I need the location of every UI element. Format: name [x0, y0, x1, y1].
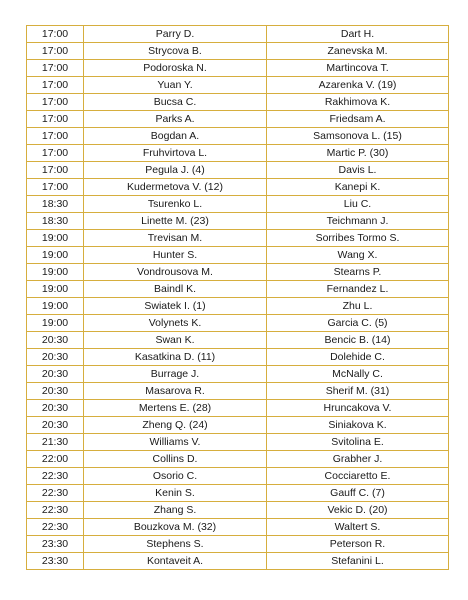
- match-time-cell: 19:00: [27, 315, 84, 332]
- player-one-cell: Williams V.: [84, 434, 267, 451]
- match-schedule-table: [26, 25, 449, 570]
- player-one-cell: Parry D.: [84, 26, 267, 43]
- player-two-cell: Garcia C. (5): [267, 315, 449, 332]
- match-time-cell: 22:30: [27, 519, 84, 536]
- player-one-cell: Zhang S.: [84, 502, 267, 519]
- player-one-cell: Swan K.: [84, 332, 267, 349]
- match-time-cell: 18:30: [27, 213, 84, 230]
- player-two-cell: Cocciaretto E.: [267, 468, 449, 485]
- player-two-cell: Grabher J.: [267, 451, 449, 468]
- player-two-cell: Zhu L.: [267, 298, 449, 315]
- player-one-cell: Strycova B.: [84, 43, 267, 60]
- match-time-cell: 17:00: [27, 26, 84, 43]
- match-time-cell: 22:30: [27, 468, 84, 485]
- player-two-cell: Stearns P.: [267, 264, 449, 281]
- player-two-cell: Azarenka V. (19): [267, 77, 449, 94]
- match-time-cell: 20:30: [27, 366, 84, 383]
- table-row: [27, 468, 449, 485]
- table-row: [27, 230, 449, 247]
- player-two-cell: Peterson R.: [267, 536, 449, 553]
- table-row: [27, 77, 449, 94]
- match-schedule-body: [27, 26, 449, 570]
- player-one-cell: Volynets K.: [84, 315, 267, 332]
- player-two-cell: Siniakova K.: [267, 417, 449, 434]
- table-row: [27, 485, 449, 502]
- table-row: [27, 196, 449, 213]
- player-one-cell: Parks A.: [84, 111, 267, 128]
- player-two-cell: Martincova T.: [267, 60, 449, 77]
- player-one-cell: Trevisan M.: [84, 230, 267, 247]
- player-two-cell: Hruncakova V.: [267, 400, 449, 417]
- player-two-cell: Martic P. (30): [267, 145, 449, 162]
- player-one-cell: Bouzkova M. (32): [84, 519, 267, 536]
- table-row: [27, 332, 449, 349]
- player-one-cell: Mertens E. (28): [84, 400, 267, 417]
- match-time-cell: 23:30: [27, 536, 84, 553]
- player-two-cell: Vekic D. (20): [267, 502, 449, 519]
- player-two-cell: Wang X.: [267, 247, 449, 264]
- player-two-cell: Gauff C. (7): [267, 485, 449, 502]
- player-two-cell: Liu C.: [267, 196, 449, 213]
- player-one-cell: Bogdan A.: [84, 128, 267, 145]
- table-row: [27, 502, 449, 519]
- match-time-cell: 20:30: [27, 400, 84, 417]
- table-row: [27, 536, 449, 553]
- table-row: [27, 298, 449, 315]
- player-two-cell: Bencic B. (14): [267, 332, 449, 349]
- table-row: [27, 94, 449, 111]
- table-row: [27, 43, 449, 60]
- player-one-cell: Fruhvirtova L.: [84, 145, 267, 162]
- player-one-cell: Kasatkina D. (11): [84, 349, 267, 366]
- player-one-cell: Kudermetova V. (12): [84, 179, 267, 196]
- player-one-cell: Hunter S.: [84, 247, 267, 264]
- match-time-cell: 22:00: [27, 451, 84, 468]
- player-one-cell: Collins D.: [84, 451, 267, 468]
- player-one-cell: Pegula J. (4): [84, 162, 267, 179]
- player-two-cell: Sherif M. (31): [267, 383, 449, 400]
- player-one-cell: Baindl K.: [84, 281, 267, 298]
- player-one-cell: Linette M. (23): [84, 213, 267, 230]
- player-two-cell: Samsonova L. (15): [267, 128, 449, 145]
- player-two-cell: Davis L.: [267, 162, 449, 179]
- table-row: [27, 26, 449, 43]
- match-time-cell: 18:30: [27, 196, 84, 213]
- player-one-cell: Stephens S.: [84, 536, 267, 553]
- player-two-cell: Svitolina E.: [267, 434, 449, 451]
- match-time-cell: 17:00: [27, 94, 84, 111]
- table-row: [27, 315, 449, 332]
- match-time-cell: 17:00: [27, 43, 84, 60]
- player-two-cell: Teichmann J.: [267, 213, 449, 230]
- player-two-cell: Waltert S.: [267, 519, 449, 536]
- table-row: [27, 451, 449, 468]
- match-time-cell: 17:00: [27, 128, 84, 145]
- player-one-cell: Osorio C.: [84, 468, 267, 485]
- table-row: [27, 128, 449, 145]
- table-row: [27, 383, 449, 400]
- player-one-cell: Yuan Y.: [84, 77, 267, 94]
- table-row: [27, 366, 449, 383]
- player-two-cell: Zanevska M.: [267, 43, 449, 60]
- match-time-cell: 17:00: [27, 77, 84, 94]
- table-row: [27, 400, 449, 417]
- match-time-cell: 17:00: [27, 162, 84, 179]
- match-time-cell: 23:30: [27, 553, 84, 570]
- table-row: [27, 553, 449, 570]
- player-two-cell: Stefanini L.: [267, 553, 449, 570]
- match-time-cell: 17:00: [27, 111, 84, 128]
- match-time-cell: 19:00: [27, 247, 84, 264]
- player-one-cell: Bucsa C.: [84, 94, 267, 111]
- match-time-cell: 22:30: [27, 485, 84, 502]
- player-one-cell: Kontaveit A.: [84, 553, 267, 570]
- player-one-cell: Tsurenko L.: [84, 196, 267, 213]
- player-one-cell: Kenin S.: [84, 485, 267, 502]
- player-one-cell: Burrage J.: [84, 366, 267, 383]
- table-row: [27, 111, 449, 128]
- table-row: [27, 281, 449, 298]
- match-time-cell: 19:00: [27, 264, 84, 281]
- match-time-cell: 20:30: [27, 383, 84, 400]
- table-row: [27, 247, 449, 264]
- player-two-cell: Friedsam A.: [267, 111, 449, 128]
- player-one-cell: Podoroska N.: [84, 60, 267, 77]
- match-time-cell: 19:00: [27, 298, 84, 315]
- table-row: [27, 162, 449, 179]
- player-two-cell: Dart H.: [267, 26, 449, 43]
- table-row: [27, 60, 449, 77]
- player-two-cell: Rakhimova K.: [267, 94, 449, 111]
- player-two-cell: McNally C.: [267, 366, 449, 383]
- player-two-cell: Fernandez L.: [267, 281, 449, 298]
- table-row: [27, 519, 449, 536]
- table-row: [27, 434, 449, 451]
- player-one-cell: Zheng Q. (24): [84, 417, 267, 434]
- player-two-cell: Sorribes Tormo S.: [267, 230, 449, 247]
- match-time-cell: 21:30: [27, 434, 84, 451]
- match-time-cell: 22:30: [27, 502, 84, 519]
- player-one-cell: Vondrousova M.: [84, 264, 267, 281]
- table-row: [27, 213, 449, 230]
- player-one-cell: Swiatek I. (1): [84, 298, 267, 315]
- table-row: [27, 179, 449, 196]
- table-row: [27, 264, 449, 281]
- match-time-cell: 17:00: [27, 179, 84, 196]
- match-time-cell: 19:00: [27, 230, 84, 247]
- table-row: [27, 145, 449, 162]
- player-two-cell: Kanepi K.: [267, 179, 449, 196]
- player-two-cell: Dolehide C.: [267, 349, 449, 366]
- match-time-cell: 20:30: [27, 349, 84, 366]
- match-time-cell: 17:00: [27, 145, 84, 162]
- table-row: [27, 417, 449, 434]
- match-time-cell: 20:30: [27, 332, 84, 349]
- match-time-cell: 17:00: [27, 60, 84, 77]
- table-row: [27, 349, 449, 366]
- match-time-cell: 19:00: [27, 281, 84, 298]
- player-one-cell: Masarova R.: [84, 383, 267, 400]
- match-time-cell: 20:30: [27, 417, 84, 434]
